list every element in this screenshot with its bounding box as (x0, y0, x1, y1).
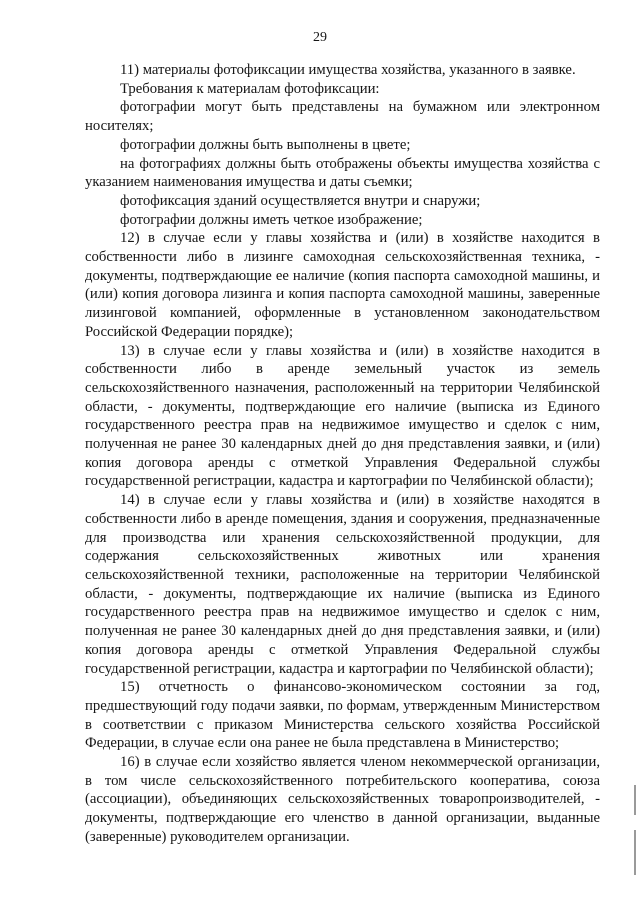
paragraph-item-11: 11) материалы фотофиксации имущества хозяйства, указанного в заявке. (120, 62, 576, 78)
page-number: 29 (313, 30, 327, 45)
paragraph-item-12: 12) в случае если у главы хозяйства и (или) в хозяйстве находится в собственности либо в лизинге самоходная сельскохозяйственная техника, - документы, подтверждающие ее наличие (копия паспорта самоходной машины, и (или) копия договора лизинга и копия паспорта самоходной машины, заверенные лизинговой компанией, оформленные в установленном законодательством Российской Федерации порядке); (85, 230, 600, 340)
scan-edge-mark-upper (634, 785, 636, 815)
document-body (85, 61, 600, 847)
paragraph-item-13: 13) в случае если у главы хозяйства и (или) в хозяйстве находится в собственности либо в аренде земельный участок из земель сельскохозяйственного назначения, расположенный на территории Челябинской области, - документы, подтверждающие его наличие (выписка из Единого государственного реестра прав на недвижимое имущество и сделок с ним, полученная не ранее 30 календарных дней до дня представления заявки, и (или) копия договора аренды с отметкой Управления Федеральной службы государственной регистрации, кадастра и картографии по Челябинской области); (85, 342, 600, 490)
paragraph-photo-requirements-heading: Требования к материалам фотофиксации: (120, 80, 380, 97)
paragraph-photo-objects: на фотографиях должны быть отображены объекты имущества хозяйства с указанием наименования имущества и даты съемки; (85, 155, 600, 191)
scan-edge-mark-lower (634, 830, 636, 875)
paragraph-item-16: 16) в случае если хозяйство является членом некоммерческой организации, в том числе сельскохозяйственного потребительского кооператива, союза (ассоциации), объединяющих сельскохозяйственных товаропроизводителей, - документы, подтверждающие его членство в данной организации, выданные (заверенные) руководителем организации. (85, 754, 600, 845)
paragraph-photo-medium: фотографии могут быть представлены на бумажном или электронном носителях; (85, 99, 600, 135)
paragraph-photo-clarity: фотографии должны иметь четкое изображение; (120, 211, 423, 228)
paragraph-item-14: 14) в случае если у главы хозяйства и (или) в хозяйстве находятся в собственности либо в аренде помещения, здания и сооружения, предназначенные для производства или хранения сельскохозяйственной продукции, для содержания сельскохозяйственных животных или хранения сельскохозяйственной техники, расположенные на территории Челябинской области, - документы, подтверждающие их наличие (выписка из Единого государственного реестра прав на недвижимое имущество и сделок с ним, полученная не ранее 30 календарных дней до дня представления заявки, и (или) копия договора аренды с отметкой Управления Федеральной службы государственной регистрации, кадастра и картографии по Челябинской области); (85, 492, 600, 677)
paragraph-photo-color: фотографии должны быть выполнены в цвете; (120, 136, 411, 153)
paragraph-item-15: 15) отчетность о финансово-экономическом состоянии за год, предшествующий году подачи заявки, по формам, утвержденным Министерством в соответствии с приказом Министерства сельского хозяйства Российской Федерации, в случае если она ранее не была представлена в Министерство; (85, 679, 600, 752)
paragraph-photo-buildings: фотофиксация зданий осуществляется внутри и снаружи; (120, 192, 481, 209)
